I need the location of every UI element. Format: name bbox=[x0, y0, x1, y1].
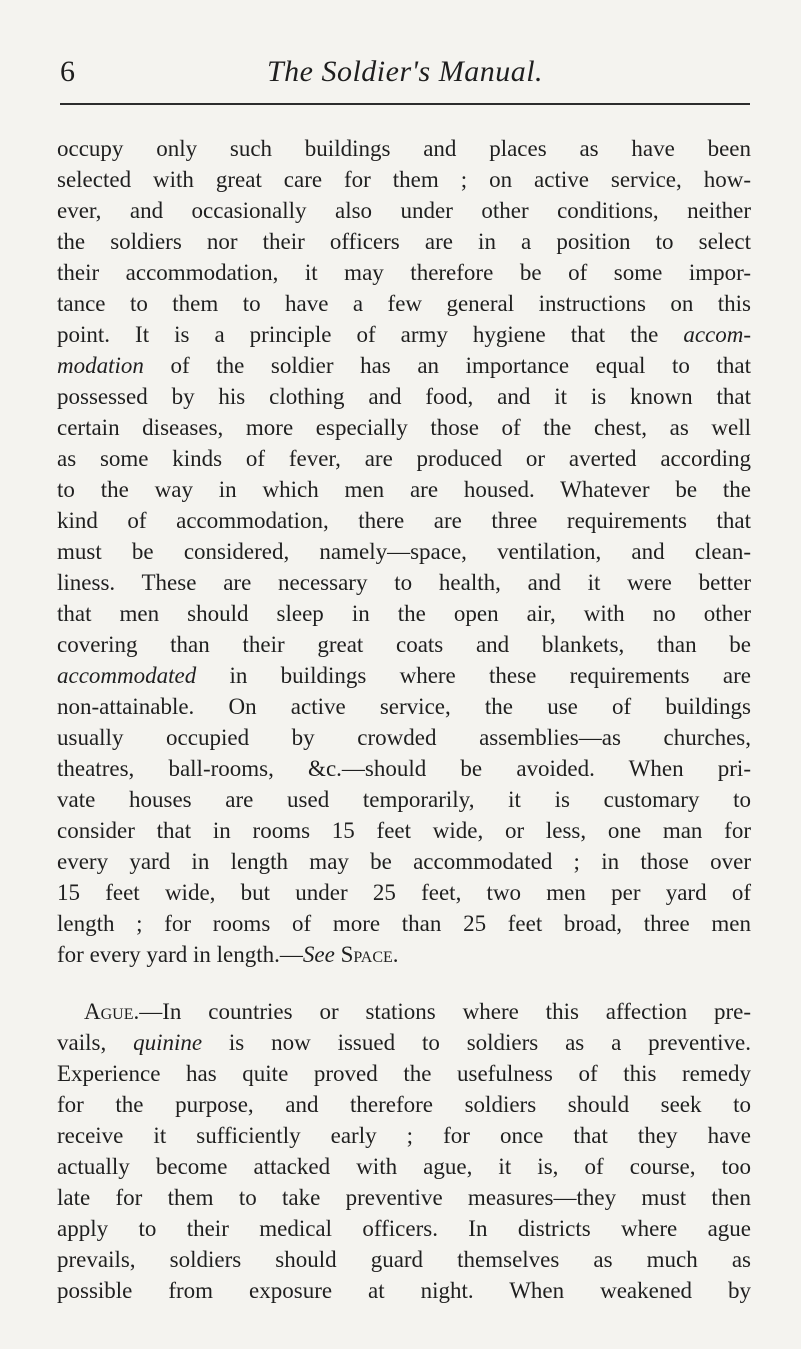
paragraph-1-line-16: that men should sleep in the open air, with no other bbox=[57, 601, 751, 626]
paragraph-2-line-9: prevails, soldiers should guard themselves as much as bbox=[57, 1247, 751, 1272]
paragraph-1-line-26: length ; for rooms of more than 25 feet broad, three men bbox=[57, 911, 751, 936]
emphasis-quinine: quinine bbox=[133, 1030, 203, 1055]
paragraph-2-line-5: receive it sufficiently early ; for once that they have bbox=[57, 1123, 751, 1148]
paragraph-2-line-4: for the purpose, and therefore soldiers should seek to bbox=[57, 1092, 751, 1117]
last-line-text: for every yard in length.— bbox=[57, 942, 303, 967]
paragraph-1-line-1: occupy only such buildings and places as have been bbox=[57, 136, 751, 161]
paragraph-1-line-21: theatres, ball-rooms, &c.—should be avoided. When pri- bbox=[57, 756, 751, 781]
paragraph-2-line-3: Experience has quite proved the usefulness of this remedy bbox=[57, 1061, 751, 1086]
paragraph-1-line-12: to the way in which men are housed. Whatever be the bbox=[57, 477, 751, 502]
paragraph-gap bbox=[57, 970, 751, 996]
paragraph-1-line-17: covering than their great coats and blankets, than be bbox=[57, 632, 751, 657]
paragraph-1-line-9: possessed by his clothing and food, and it is known that bbox=[57, 384, 751, 409]
paragraph-1-line-7 bbox=[57, 319, 751, 350]
paragraph-1-line-22: vate houses are used temporarily, it is customary to bbox=[57, 787, 751, 812]
paragraph-1-line-13: kind of accommodation, there are three requirements that bbox=[57, 508, 751, 533]
cross-reference-space: Space. bbox=[340, 942, 399, 967]
line-7-text: point. It is a principle of army hygiene that the bbox=[57, 322, 684, 347]
page-header bbox=[60, 50, 750, 94]
paragraph-1-line-23: consider that in rooms 15 feet wide, or less, one man for bbox=[57, 818, 751, 843]
header-rule bbox=[60, 103, 750, 105]
paragraph-1-line-20: usually occupied by crowded assemblies—as churches, bbox=[57, 725, 751, 750]
emphasis-see: See bbox=[302, 942, 335, 967]
paragraph-2-line-1-text: —In countries or stations where this affection pre- bbox=[139, 999, 751, 1024]
paragraph-2-line-2 bbox=[57, 1027, 751, 1058]
paragraph-1-line-10: certain diseases, more especially those of the chest, as well bbox=[57, 415, 751, 440]
paragraph-2-line-7: late for them to take preventive measures—they must then bbox=[57, 1185, 751, 1210]
paragraph-1-line-3: ever, and occasionally also under other conditions, neither bbox=[57, 198, 751, 223]
paragraph-2-line-1 bbox=[57, 996, 751, 1027]
paragraph-1-line-19: non-attainable. On active service, the use of buildings bbox=[57, 694, 751, 719]
body-text bbox=[57, 133, 751, 1306]
paragraph-1-line-14: must be considered, namely—space, ventilation, and clean- bbox=[57, 539, 751, 564]
paragraph-1-line-4: the soldiers nor their officers are in a position to select bbox=[57, 229, 751, 254]
paragraph-1-line-5: their accommodation, it may therefore be of some impor- bbox=[57, 260, 751, 285]
paragraph-1-line-8 bbox=[57, 350, 751, 381]
paragraph-2-line-10: possible from exposure at night. When weakened by bbox=[57, 1278, 751, 1303]
line-8-text: of the soldier has an importance equal to that bbox=[143, 353, 751, 378]
emphasis-accommodated: accommodated bbox=[57, 663, 197, 688]
paragraph-1-line-24: every yard in length may be accommodated ; in those over bbox=[57, 849, 751, 874]
line-2-text-a: vails, bbox=[57, 1030, 134, 1055]
line-18-text: in buildings where these requirements are bbox=[196, 663, 751, 688]
paragraph-1-line-15: liness. These are necessary to health, and it were better bbox=[57, 570, 751, 595]
entry-heading-ague: Ague. bbox=[84, 999, 140, 1024]
paragraph-2-line-8: apply to their medical officers. In districts where ague bbox=[57, 1216, 751, 1241]
line-2-text-c: is now issued to soldiers as a preventive. bbox=[202, 1030, 751, 1055]
emphasis-accom: accom- bbox=[683, 322, 751, 347]
running-title: The Soldier's Manual. bbox=[266, 55, 544, 88]
paragraph-1-last-line bbox=[57, 939, 751, 970]
paragraph-1-line-2: selected with great care for them ; on active service, how- bbox=[57, 167, 751, 192]
paragraph-1-line-18 bbox=[57, 660, 751, 691]
paragraph-1-line-6: tance to them to have a few general instructions on this bbox=[57, 291, 751, 316]
paragraph-1-line-11: as some kinds of fever, are produced or averted according bbox=[57, 446, 751, 471]
paragraph-2-line-6: actually become attacked with ague, it is, of course, too bbox=[57, 1154, 751, 1179]
page-number: 6 bbox=[60, 55, 75, 88]
emphasis-modation: modation bbox=[57, 353, 144, 378]
paragraph-1-line-25: 15 feet wide, but under 25 feet, two men per yard of bbox=[57, 880, 751, 905]
